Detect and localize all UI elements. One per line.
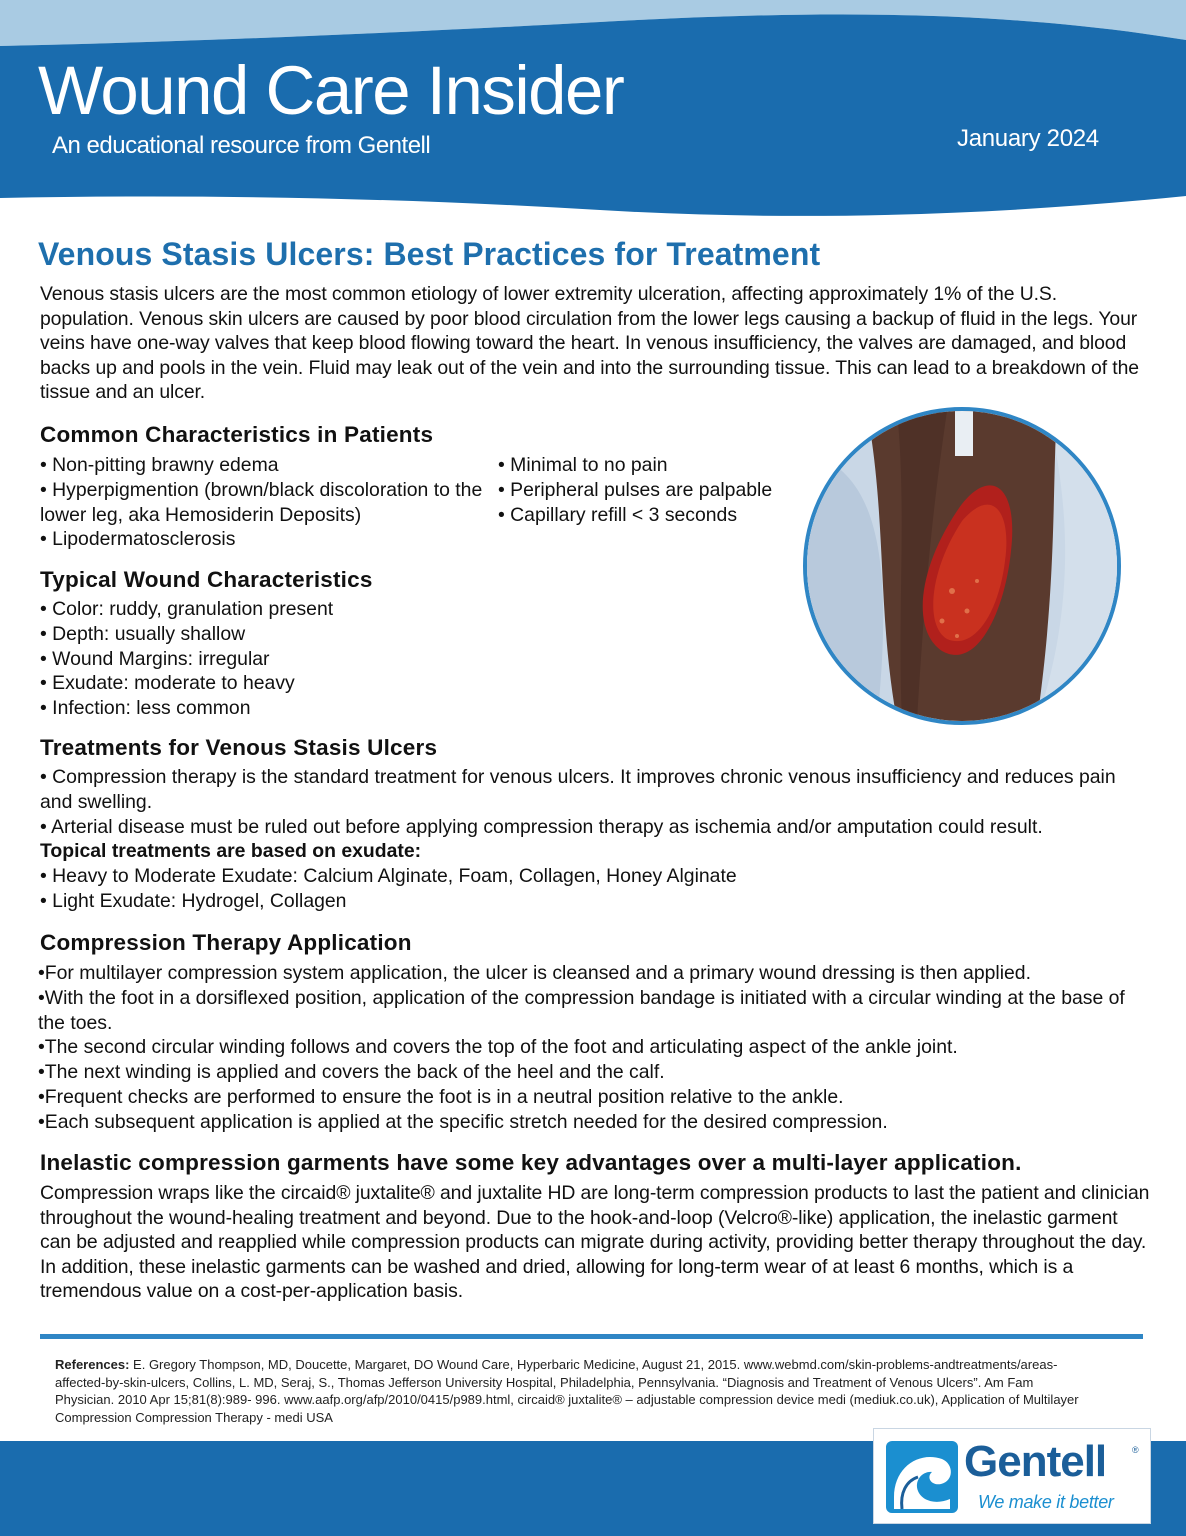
list-item: •The second circular winding follows and covers the top of the foot and articulating aspect of the ankle joint. [38, 1036, 958, 1059]
references [55, 1356, 1095, 1426]
list-item: • Infection: less common [40, 697, 251, 720]
list-item: • Lipodermatosclerosis [40, 528, 236, 551]
issue-date: January 2024 [957, 125, 1099, 152]
patients-heading: Common Characteristics in Patients [40, 422, 434, 447]
list-item: • Peripheral pulses are palpable [498, 478, 773, 501]
list-item: • Minimal to no pain [498, 454, 668, 476]
list-item: • Light Exudate: Hydrogel, Collagen [40, 889, 347, 912]
list-item: •For multilayer compression system application, the ulcer is cleansed and a primary wound dressing is then applied. [38, 962, 1031, 984]
divider [40, 1334, 1143, 1339]
wound-list [40, 597, 640, 721]
topical-heading: Topical treatments are based on exudate: [40, 840, 422, 862]
list-item: • Non-pitting brawny edema [40, 454, 279, 476]
newsletter-subtitle: An educational resource from Gentell [52, 132, 431, 159]
gentell-logo [873, 1428, 1151, 1524]
list-item: •Frequent checks are performed to ensure the foot is in a neutral position relative to the ankle. [38, 1085, 844, 1108]
compression-heading: Compression Therapy Application [40, 930, 412, 955]
intro-paragraph: Venous stasis ulcers are the most common etiology of lower extremity ulceration, affecting approximately 1% of the U.S. population. Venous skin ulcers are caused by poor blood circulation from the lower legs causing a backup of fluid in the legs. Your veins have one-way valves that keep blood flowing toward the heart. In venous insufficiency, the valves are damaged, and blood backs up and pools in the vein. Fluid may leak out of the vein and into the surrounding tissue. This can lead to a breakdown of the tissue and an ulcer. [40, 283, 1139, 404]
list-item: • Arterial disease must be ruled out before applying compression therapy as ischemia and/or amputation could result. [40, 815, 1043, 838]
wound-heading: Typical Wound Characteristics [40, 567, 373, 592]
list-item: • Heavy to Moderate Exudate: Calcium Alginate, Foam, Collagen, Honey Alginate [40, 865, 737, 887]
list-item: •The next winding is applied and covers the back of the heel and the calf. [38, 1061, 665, 1084]
list-item: •Each subsequent application is applied at the specific stretch needed for the desired compression. [38, 1110, 888, 1133]
logo-wordmark: Gentell [964, 1437, 1107, 1486]
list-item: • Color: ruddy, granulation present [40, 598, 334, 620]
treatments-list [40, 765, 1150, 839]
patients-list-left [40, 453, 495, 552]
newsletter-title: Wound Care Insider [38, 52, 624, 129]
list-item: • Wound Margins: irregular [40, 647, 270, 670]
logo-tagline: We make it better [978, 1492, 1114, 1512]
list-item: •With the foot in a dorsiflexed position, application of the compression bandage is initiated with a circular winding at the base of the toes. [38, 986, 1125, 1034]
article-title: Venous Stasis Ulcers: Best Practices for Treatment [38, 236, 821, 272]
venous-ulcer-photo [803, 407, 1121, 725]
header-banner [0, 0, 1186, 230]
list-item: • Hyperpigmention (brown/black discoloration to the lower leg, aka Hemosiderin Deposits) [40, 478, 483, 526]
references-label: References: [55, 1357, 130, 1372]
list-item: • Capillary refill < 3 seconds [498, 503, 738, 526]
list-item: • Depth: usually shallow [40, 622, 246, 645]
topical-list [40, 864, 1150, 914]
list-item: • Exudate: moderate to heavy [40, 672, 295, 695]
gentell-wave-icon [884, 1437, 964, 1517]
inelastic-paragraph: Compression wraps like the circaid® juxtalite® and juxtalite HD are long-term compression products to last the patient and clinician throughout the wound-healing treatment and beyond. Due to the hook-and-loop (Velcro®-like) application, the inelastic garment can be adjusted and reapplied while compression products can migrate during activity, providing better therapy throughout the day. In addition, these inelastic garments can be washed and dried, allowing for long-term wear of at least 6 months, which is a tremendous value on a cost-per-application basis. [40, 1182, 1150, 1303]
treatments-heading: Treatments for Venous Stasis Ulcers [40, 735, 438, 760]
compression-list [38, 961, 1153, 1135]
inelastic-heading: Inelastic compression garments have some key advantages over a multi-layer application. [40, 1150, 1022, 1175]
list-item: • Compression therapy is the standard treatment for venous ulcers. It improves chronic venous insufficiency and reduces pain and swelling. [40, 766, 1116, 813]
logo-registered: ® [1132, 1445, 1139, 1455]
references-text: E. Gregory Thompson, MD, Doucette, Margaret, DO Wound Care, Hyperbaric Medicine, August 21, 2015. www.webmd.com/skin-problems-andtreatments/areas-affected-by-skin-ulcers, Collins, L. MD, Seraj, S., Thomas Jefferson University Hospital, Philadelphia, Pennsylvania. “Diagnosis and Treatment of Venous Ulcers”. Am Fam Physician. 2010 Apr 15;81(8):989- 996. www.aafp.org/afp/2010/0415/p989.html, circaid® juxtalite® – adjustable compression device medi (mediuk.co.uk), Application of Multilayer Compression Compression Therapy - medi USA [55, 1357, 1079, 1425]
patients-list-right [498, 453, 798, 527]
